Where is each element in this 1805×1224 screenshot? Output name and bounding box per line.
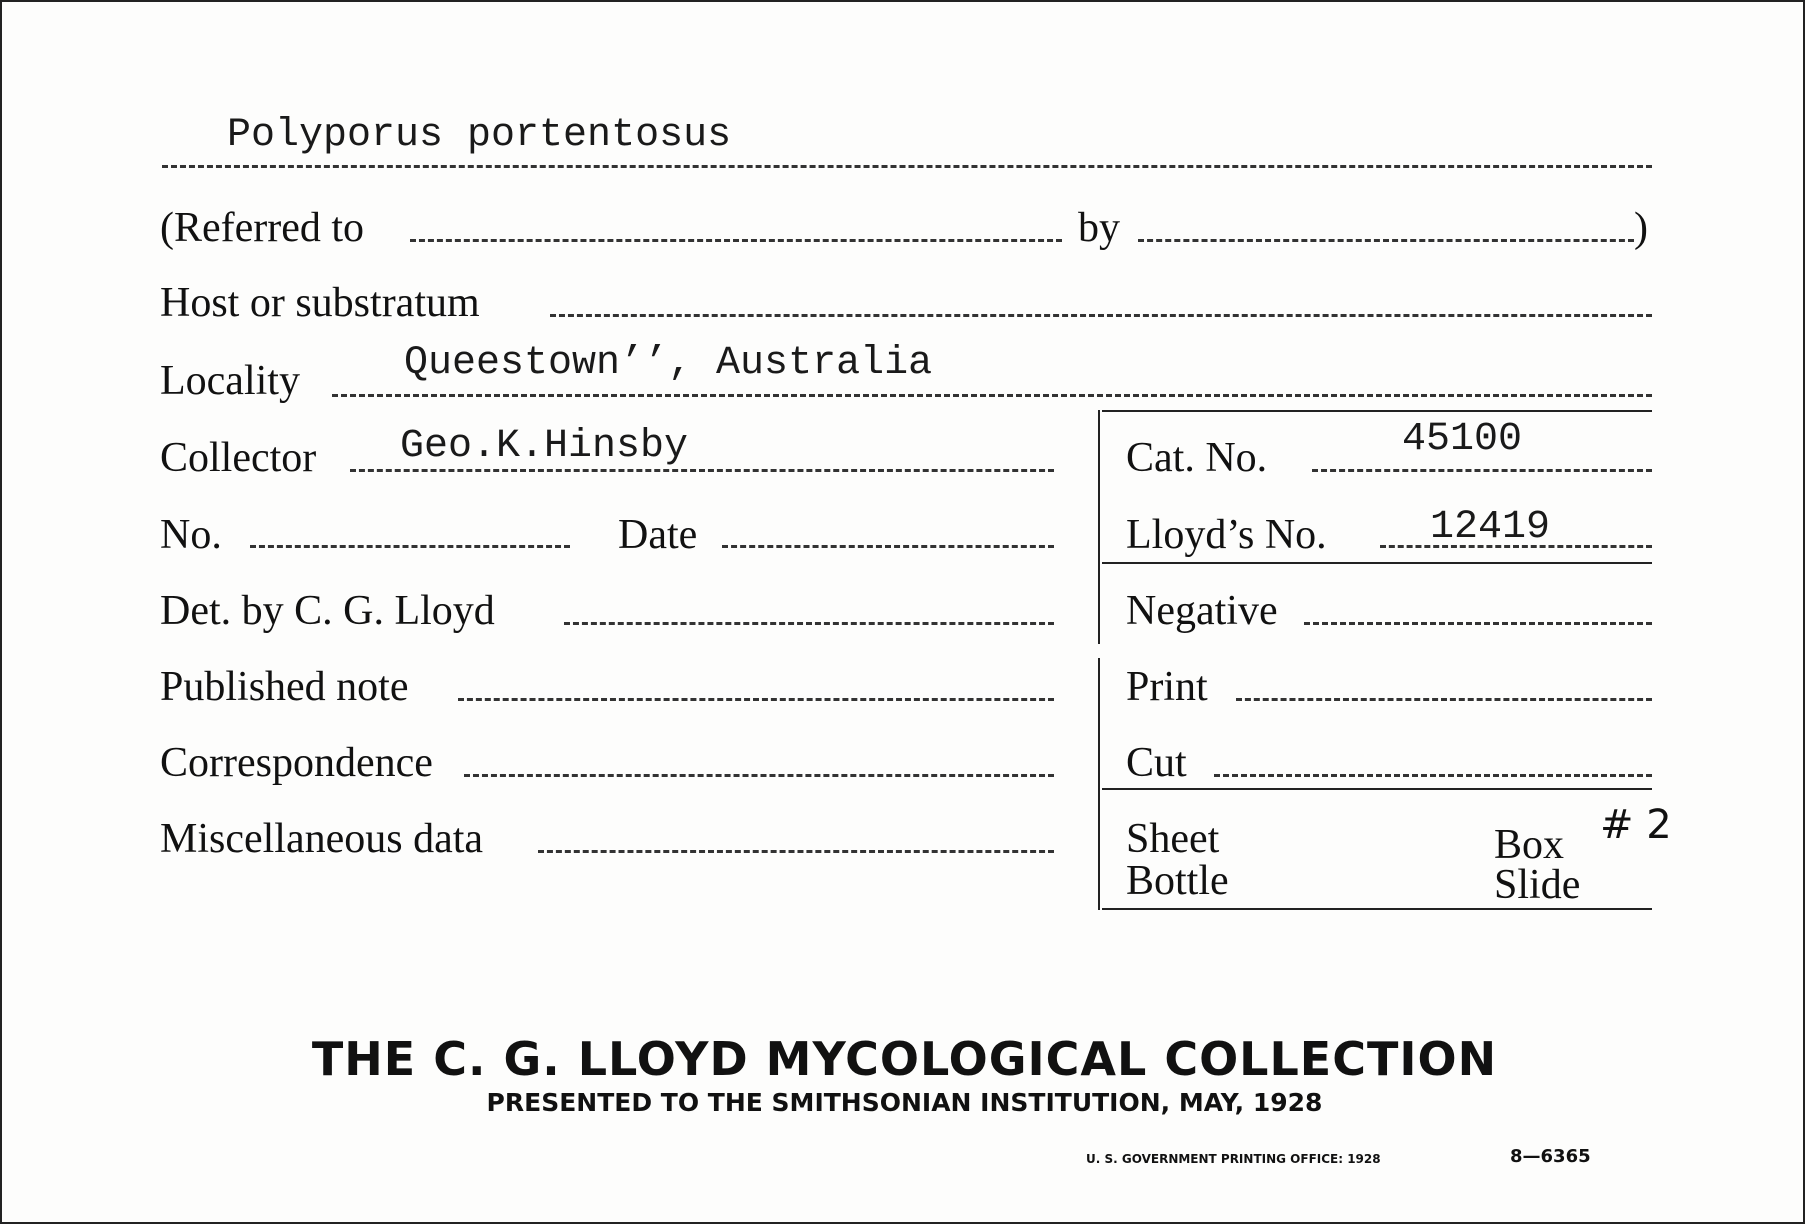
locality-label: Locality [160,358,300,404]
collector-label: Collector [160,435,317,481]
miscellaneous-label: Miscellaneous data [160,816,484,862]
collection-title: THE C. G. LLOYD MYCOLOGICAL COLLECTION [311,1032,1498,1086]
right-box-divider-2 [1102,788,1652,790]
det-by-line [564,622,1054,625]
print-label: Print [1126,664,1208,710]
no-line [250,545,570,548]
collection-subtitle: PRESENTED TO THE SMITHSONIAN INSTITUTION, MAY, 1928 [486,1088,1323,1117]
slide-label: Slide [1494,862,1581,908]
published-note-line [458,698,1054,701]
by-label: by [1078,205,1120,251]
correspondence-label: Correspondence [160,740,433,786]
lloyds-no-line [1380,545,1652,548]
printing-office-note: U. S. GOVERNMENT PRINTING OFFICE: 1928 [1086,1152,1381,1166]
referred-to-line [410,239,1062,242]
right-box-bottom [1102,908,1652,910]
published-note-label: Published note [160,664,409,710]
lloyds-no-value: 12419 [1430,505,1551,550]
by-line [1138,239,1634,242]
locality-value: Queestown’’, Australia [404,341,933,386]
right-box-divider-1 [1102,562,1652,564]
host-label: Host or substratum [160,280,480,326]
box-label: Box [1494,822,1565,868]
negative-label: Negative [1126,588,1278,634]
locality-line [332,394,1652,397]
sheet-label: Sheet [1126,816,1220,862]
right-box-left-upper [1098,410,1100,644]
negative-line [1304,622,1652,625]
correspondence-line [464,774,1054,777]
form-code: 8—6365 [1510,1146,1591,1167]
species-line [162,165,1652,168]
cut-label: Cut [1126,740,1187,786]
species-name: Polyporus portentosus [227,113,732,158]
host-line [550,314,1652,317]
no-label: No. [160,512,222,558]
bottle-label: Bottle [1126,858,1229,904]
date-label: Date [618,512,698,558]
miscellaneous-line [538,850,1054,853]
right-box-left-lower [1098,658,1100,910]
lloyds-no-label: Lloyd’s No. [1126,512,1327,558]
collector-value: Geo.K.Hinsby [400,424,689,469]
det-by-label: Det. by C. G. Lloyd [160,588,495,634]
cat-no-value: 45100 [1402,417,1523,462]
date-line [722,545,1054,548]
cat-no-label: Cat. No. [1126,435,1268,481]
cat-no-line [1312,469,1652,472]
box-number: # 2 [1600,802,1672,848]
print-line [1236,698,1652,701]
right-box-top [1102,410,1652,412]
referred-to-label: (Referred to [160,205,365,251]
cut-line [1214,774,1652,777]
close-paren: ) [1634,205,1648,251]
collector-line [350,469,1054,472]
